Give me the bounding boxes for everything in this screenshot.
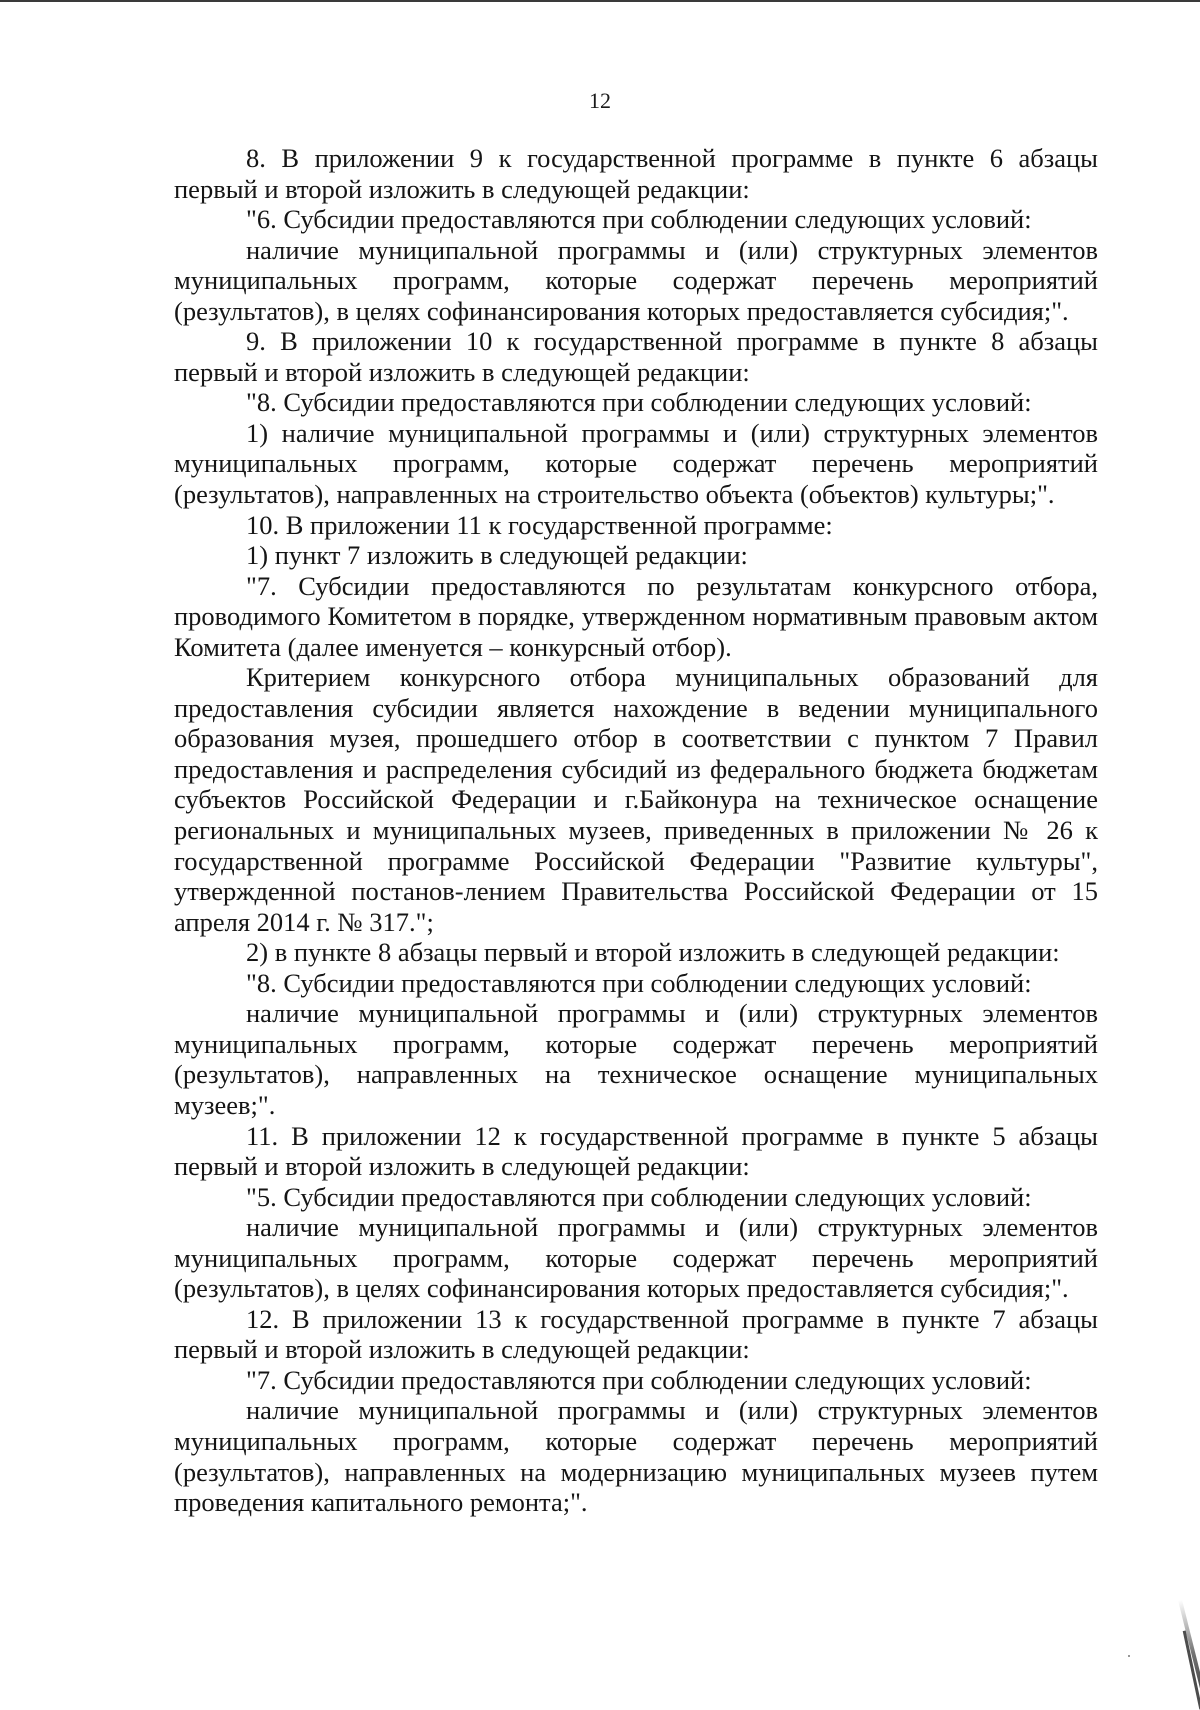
quoted-clause-heading: "8. Субсидии предоставляются при соблюдении следующих условий: <box>246 967 1032 998</box>
quoted-clause-heading: "7. Субсидии предоставляются по результатам конкурсного отбора, проводимого Комитетом в порядке, утвержденном нормативным правовым актом Комитета (далее именуется – конкурсный отбор). <box>174 570 1098 662</box>
quoted-clause-text: Критерием конкурсного отбора муниципальных образований для предоставления субсидии является нахождение в ведении муниципального образования музея, прошедшего отбор в соответствии с пунктом 7 Правил предоставления и распределения субсидий из федерального бюджета бюджетам субъектов Российской Федерации и г.Байконура на техническое оснащение региональных и муниципальных музеев, приведенных в приложении № 26 к государственной программе Российской Федерации "Развитие культуры", утвержденной постанов-лением Правительства Российской Федерации от 15 апреля 2014 г. № 317."; <box>174 662 1098 937</box>
paragraph-item-12: 12. В приложении 13 к государственной программе в пункте 7 абзацы первый и второй изложить в следующей редакции: <box>174 1303 1098 1365</box>
quoted-clause-text: наличие муниципальной программы и (или) структурных элементов муниципальных программ, которые содержат перечень мероприятий (результатов), в целях софинансирования которых предоставляется субсидия;". <box>174 1212 1098 1304</box>
quoted-clause-text: наличие муниципальной программы и (или) структурных элементов муниципальных программ, которые содержат перечень мероприятий (результатов), направленных на модернизацию муниципальных музеев путем проведения капитального ремонта;". <box>174 1395 1098 1518</box>
sub-item-1: 1) пункт 7 изложить в следующей редакции: <box>246 540 748 571</box>
scan-top-edge <box>0 0 1200 2</box>
page-number: 12 <box>589 88 611 113</box>
quoted-clause-text: наличие муниципальной программы и (или) структурных элементов муниципальных программ, которые содержат перечень мероприятий (результатов), в целях софинансирования которых предоставляется субсидия;". <box>174 234 1098 326</box>
quoted-clause-heading: "5. Субсидии предоставляются при соблюдении следующих условий: <box>246 1181 1032 1212</box>
scan-speck <box>1128 1655 1130 1657</box>
paragraph-item-8: 8. В приложении 9 к государственной программе в пункте 6 абзацы первый и второй изложить в следующей редакции: <box>174 143 1098 204</box>
quoted-clause-text: наличие муниципальной программы и (или) структурных элементов муниципальных программ, которые содержат перечень мероприятий (результатов), направленных на техническое оснащение муниципальных музеев;". <box>174 998 1098 1120</box>
paragraph-item-10: 10. В приложении 11 к государственной программе: <box>246 509 833 540</box>
quoted-clause-heading: "8. Субсидии предоставляются при соблюдении следующих условий: <box>246 387 1032 418</box>
document-body <box>174 143 1098 1518</box>
paragraph-item-11: 11. В приложении 12 к государственной программе в пункте 5 абзацы первый и второй изложить в следующей редакции: <box>174 1120 1098 1182</box>
quoted-clause-heading: "7. Субсидии предоставляются при соблюдении следующих условий: <box>246 1364 1032 1395</box>
paragraph-item-9: 9. В приложении 10 к государственной программе в пункте 8 абзацы первый и второй изложить в следующей редакции: <box>174 326 1098 387</box>
quoted-clause-heading: "6. Субсидии предоставляются при соблюдении следующих условий: <box>246 204 1032 235</box>
sub-item-2: 2) в пункте 8 абзацы первый и второй изложить в следующей редакции: <box>246 937 1060 968</box>
quoted-clause-text: 1) наличие муниципальной программы и (или) структурных элементов муниципальных программ, которые содержат перечень мероприятий (результатов), направленных на строительство объекта (объектов) культуры;". <box>174 417 1098 510</box>
